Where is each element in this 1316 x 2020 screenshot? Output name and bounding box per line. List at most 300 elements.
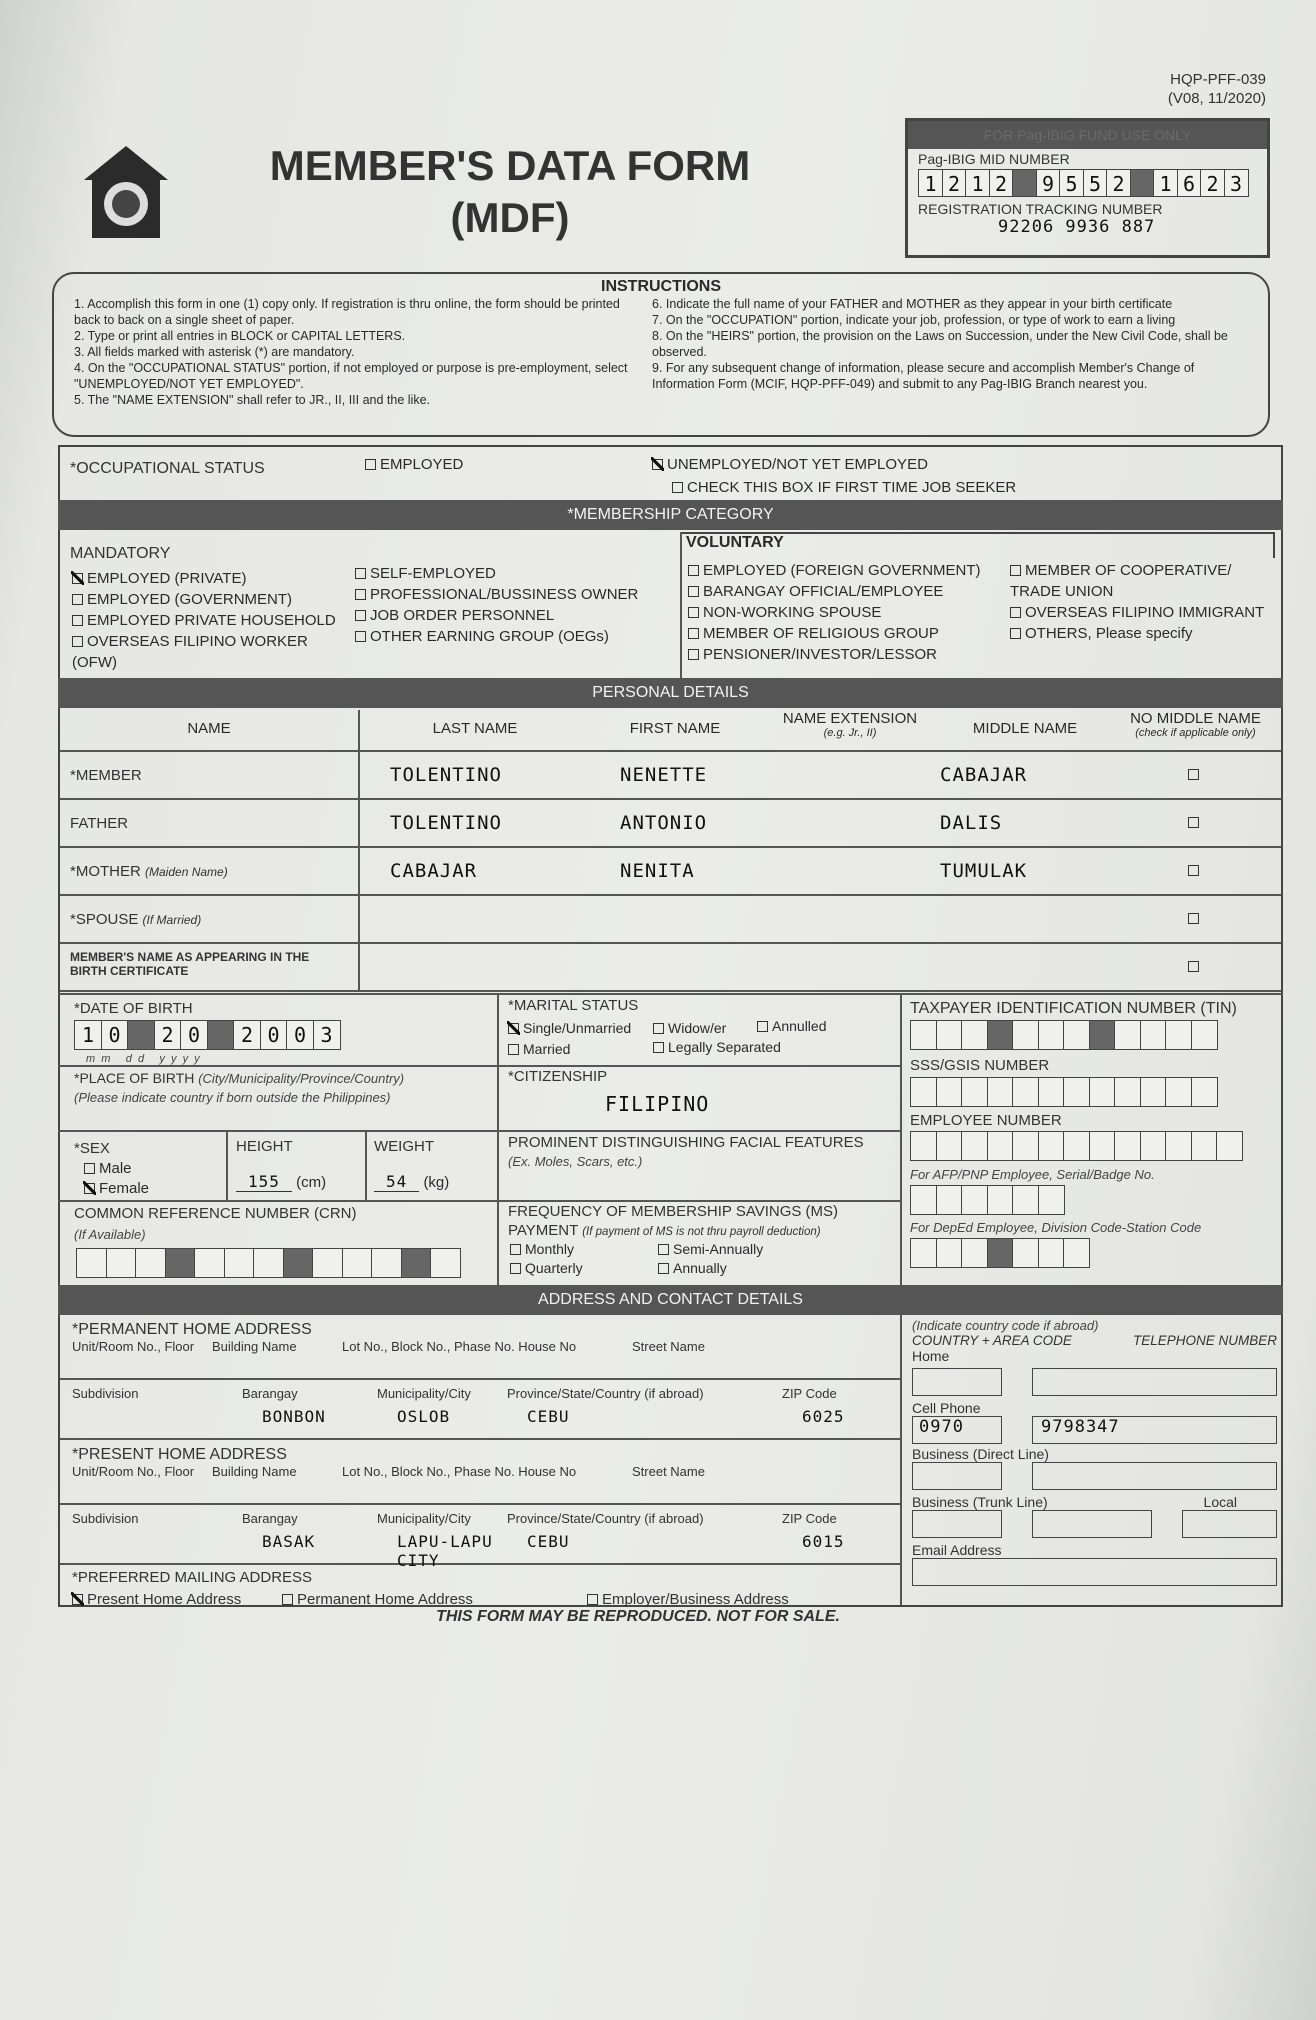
checkbox-icon [1010, 607, 1021, 618]
height-value[interactable]: 155 [236, 1172, 292, 1192]
checkbox-icon [72, 1594, 83, 1605]
employee-number-cells[interactable] [910, 1131, 1242, 1161]
business-direct-area-field[interactable] [912, 1462, 1002, 1490]
column-header-ext [760, 710, 940, 750]
blank-cell[interactable] [1012, 1238, 1039, 1268]
name-row-label [60, 944, 360, 990]
address-field-label: Province/State/Country (if abroad) [507, 1386, 704, 1401]
membership-category-bar: *MEMBERSHIP CATEGORY [58, 500, 1283, 530]
blank-cell[interactable] [1140, 1077, 1167, 1107]
blank-cell[interactable] [1191, 1020, 1218, 1050]
middle-name-field[interactable]: TUMULAK [940, 860, 1028, 882]
checkbox-icon [1188, 913, 1199, 924]
row-label-hint: (If Married) [142, 913, 202, 927]
membership-option-label: OTHERS, Please specify [1025, 625, 1193, 642]
membership-option-label: JOB ORDER PERSONNEL [370, 607, 555, 624]
contact-details [912, 1318, 1277, 1586]
contact-hint: (Indicate country code if abroad) [912, 1318, 1099, 1333]
membership-option[interactable] [1010, 602, 1280, 623]
blank-cell[interactable] [76, 1248, 107, 1278]
membership-option-label: EMPLOYED (FOREIGN GOVERNMENT) [703, 562, 981, 579]
rtn-label: REGISTRATION TRACKING NUMBER [918, 201, 1163, 217]
address-field-label: Street Name [632, 1339, 705, 1354]
email-field[interactable] [912, 1558, 1277, 1586]
unemployed-checkbox[interactable] [652, 454, 928, 476]
checkbox-icon [72, 573, 83, 584]
checkbox-icon [688, 607, 699, 618]
blank-cell[interactable] [1089, 1131, 1116, 1161]
sss-label: SSS/GSIS NUMBER [910, 1057, 1050, 1074]
pres-address-line1 [60, 1440, 900, 1505]
separator-cell [987, 1238, 1014, 1268]
no-middle-name-checkbox[interactable] [1110, 910, 1281, 928]
savings-option-label: Annually [673, 1260, 727, 1276]
address-field-label: ZIP Code [782, 1386, 837, 1401]
blank-cell[interactable] [961, 1185, 988, 1215]
blank-cell[interactable] [1140, 1020, 1167, 1050]
checkbox-icon [72, 615, 83, 626]
no-middle-name-checkbox[interactable] [1110, 814, 1281, 832]
savings-label: FREQUENCY OF MEMBERSHIP SAVINGS (MS) [508, 1203, 839, 1220]
column-header-text: NO MIDDLE NAME [1130, 710, 1261, 727]
employee-number-label: EMPLOYEE NUMBER [910, 1112, 1062, 1129]
perm-address-line1 [60, 1315, 900, 1380]
blank-cell[interactable] [430, 1248, 461, 1278]
instruction-item: 4. On the "OCCUPATIONAL STATUS" portion, if not employed or purpose is pre-employment, select "UNEMPLOYED/NOT YET EMPLOYED". [74, 361, 628, 391]
first-time-job-seeker-checkbox[interactable] [672, 477, 1016, 499]
separator-cell [1012, 169, 1037, 197]
address-contact-bar: ADDRESS AND CONTACT DETAILS [58, 1285, 1283, 1315]
blank-cell[interactable] [371, 1248, 402, 1278]
blank-cell[interactable] [1165, 1020, 1192, 1050]
form-code [1168, 70, 1266, 108]
weight-value[interactable]: 54 [374, 1172, 419, 1192]
dob-digit-cell[interactable]: 0 [260, 1020, 288, 1050]
blank-cell[interactable] [987, 1185, 1014, 1215]
checkbox-icon [1188, 865, 1199, 876]
blank-cell[interactable] [1140, 1131, 1167, 1161]
blank-cell[interactable] [1114, 1020, 1141, 1050]
address-field-label: Municipality/City [377, 1386, 471, 1401]
dob-digit-cell[interactable]: 0 [180, 1020, 208, 1050]
province-field[interactable]: CEBU [527, 1532, 570, 1551]
blank-cell[interactable] [1063, 1131, 1090, 1161]
pob-label: *PLACE OF BIRTH [74, 1070, 195, 1086]
last-name-field[interactable]: TOLENTINO [390, 812, 502, 834]
column-header-text: MIDDLE NAME [972, 720, 1078, 737]
marital-married[interactable] [508, 1038, 570, 1060]
blank-cell[interactable] [961, 1238, 988, 1268]
membership-option-label: PENSIONER/INVESTOR/LESSOR [703, 646, 937, 663]
blank-cell[interactable] [1063, 1077, 1090, 1107]
pres-address-line2 [60, 1505, 900, 1570]
blank-cell[interactable] [1165, 1077, 1192, 1107]
personal-details-bar: PERSONAL DETAILS [58, 678, 1283, 708]
mid-digit-cell: 1 [965, 169, 990, 197]
membership-option[interactable] [688, 581, 1008, 602]
blank-cell[interactable] [1012, 1185, 1039, 1215]
membership-option[interactable] [355, 605, 675, 626]
email-label: Email Address [912, 1542, 1002, 1558]
no-middle-name-checkbox[interactable] [1110, 862, 1281, 880]
fund-box-heading: FOR Pag-IBIG FUND USE ONLY [908, 121, 1267, 149]
weight-unit: (kg) [423, 1174, 450, 1191]
mid-digit-cell: 1 [918, 169, 943, 197]
membership-option-label: PROFESSIONAL/BUSSINESS OWNER [370, 586, 639, 603]
checkbox-icon [72, 594, 83, 605]
blank-cell[interactable] [910, 1020, 937, 1050]
checkbox-icon [355, 589, 366, 600]
address-field-label: Barangay [242, 1386, 298, 1401]
occupational-status-label: *OCCUPATIONAL STATUS [70, 460, 265, 477]
membership-option[interactable] [72, 631, 342, 673]
savings-option-label: Monthly [525, 1241, 575, 1257]
membership-option[interactable] [688, 560, 1008, 581]
mid-label: Pag-IBIG MID NUMBER [918, 151, 1070, 167]
checkbox-icon [282, 1594, 293, 1605]
column-header-last [360, 710, 590, 750]
blank-cell[interactable] [194, 1248, 225, 1278]
membership-option-label: OTHER EARNING GROUP (OEGs) [370, 628, 609, 645]
address-field-label: ZIP Code [782, 1511, 837, 1526]
checkbox-icon [355, 610, 366, 621]
city-field[interactable]: OSLOB [397, 1407, 451, 1426]
row-label-hint: (Maiden Name) [145, 865, 228, 879]
citizenship-value[interactable]: FILIPINO [605, 1092, 710, 1116]
mid-digit-cell: 3 [1224, 169, 1249, 197]
crn-label: COMMON REFERENCE NUMBER (CRN) [74, 1205, 357, 1222]
address-field-label: Barangay [242, 1511, 298, 1526]
telephone-header: TELEPHONE NUMBER [1132, 1333, 1277, 1348]
mailing-label: *PREFERRED MAILING ADDRESS [72, 1569, 313, 1586]
blank-cell[interactable] [312, 1248, 343, 1278]
column-header-name [60, 710, 360, 750]
checkbox-icon [688, 565, 699, 576]
blank-cell[interactable] [1038, 1020, 1065, 1050]
membership-option[interactable] [355, 563, 675, 584]
name-row-label [60, 752, 360, 798]
no-middle-name-checkbox[interactable] [1110, 958, 1281, 976]
membership-option[interactable] [355, 626, 675, 647]
mailing-option-label: Present Home Address [87, 1591, 242, 1608]
marital-single[interactable] [508, 1017, 631, 1039]
blank-cell[interactable] [1191, 1077, 1218, 1107]
facial-features-label: PROMINENT DISTINGUISHING FACIAL FEATURES [508, 1134, 864, 1151]
instruction-item: 9. For any subsequent change of information, please secure and accomplish Member's Change of Information Form (MCIF, HQP-PFF-049) and submit to any Pag-IBIG Branch nearest you. [652, 361, 1195, 391]
fund-use-box [905, 118, 1270, 258]
city-field[interactable]: LAPU-LAPU CITY [397, 1532, 493, 1570]
form-code-text: HQP-PFF-039 [1170, 71, 1266, 88]
row-label-text: FATHER [70, 815, 129, 832]
membership-option-label: EMPLOYED PRIVATE HOUSEHOLD [87, 612, 336, 629]
savings-option-label: Quarterly [525, 1260, 583, 1276]
blank-cell[interactable] [1012, 1020, 1039, 1050]
instruction-item: 7. On the "OCCUPATION" portion, indicate your job, profession, or type of work to earn a living [652, 313, 1176, 327]
checkbox-icon [510, 1244, 521, 1255]
instruction-item: 6. Indicate the full name of your FATHER and MOTHER as they appear in your birth certificate [652, 297, 1173, 311]
dob-digit-cell[interactable]: 1 [74, 1020, 102, 1050]
instructions-box [52, 272, 1270, 437]
blank-cell[interactable] [987, 1077, 1014, 1107]
blank-cell[interactable] [987, 1131, 1014, 1161]
sex-male-label: Male [99, 1160, 132, 1177]
checkbox-icon [84, 1163, 95, 1174]
column-header-text: NAME EXTENSION [782, 710, 918, 727]
membership-option[interactable] [355, 584, 675, 605]
sex-male[interactable] [84, 1158, 132, 1180]
blank-cell[interactable] [1012, 1131, 1039, 1161]
blank-cell[interactable] [936, 1185, 963, 1215]
separator-cell [127, 1020, 155, 1050]
blank-cell[interactable] [910, 1131, 937, 1161]
afp-pnp-label: For AFP/PNP Employee, Serial/Badge No. [910, 1167, 1155, 1182]
first-name-field[interactable]: ANTONIO [620, 812, 708, 834]
checkbox-icon [757, 1021, 768, 1032]
voluntary-heading: VOLUNTARY [680, 532, 1275, 558]
blank-cell[interactable] [1089, 1077, 1116, 1107]
business-direct-number-field[interactable] [1032, 1462, 1277, 1490]
blank-cell[interactable] [1114, 1077, 1141, 1107]
membership-option[interactable] [1010, 623, 1280, 644]
blank-cell[interactable] [1063, 1020, 1090, 1050]
instruction-item: 2. Type or print all entries in BLOCK or CAPITAL LETTERS. [74, 329, 406, 343]
sex-female[interactable] [84, 1178, 149, 1200]
mid-digit-cell: 2 [989, 169, 1014, 197]
blank-cell[interactable] [224, 1248, 255, 1278]
form-version: (V08, 11/2020) [1167, 90, 1266, 107]
blank-cell[interactable] [135, 1248, 166, 1278]
name-row-label [60, 848, 360, 894]
membership-option[interactable] [1010, 560, 1280, 602]
name-row [60, 800, 1281, 848]
local-field[interactable] [1182, 1510, 1277, 1538]
name-row [60, 896, 1281, 944]
name-row [60, 944, 1281, 992]
sss-cells[interactable] [910, 1077, 1216, 1107]
mailing-option-label: Employer/Business Address [602, 1591, 789, 1608]
blank-cell[interactable] [910, 1185, 937, 1215]
checkbox-icon [510, 1263, 521, 1274]
mailing-option-label: Permanent Home Address [297, 1591, 473, 1608]
dob-digit-cell[interactable]: 3 [313, 1020, 341, 1050]
first-name-field[interactable]: NENETTE [620, 764, 708, 786]
area-code-header: COUNTRY + AREA CODE [912, 1333, 1072, 1348]
last-name-field[interactable]: CABAJAR [390, 860, 478, 882]
deped-label: For DepEd Employee, Division Code-Station Code [910, 1220, 1202, 1235]
savings-quarterly[interactable] [510, 1257, 583, 1279]
employed-label: EMPLOYED [380, 456, 464, 473]
column-header-hint: (check if applicable only) [1135, 727, 1256, 739]
address-field-label: Subdivision [72, 1511, 139, 1526]
blank-cell[interactable] [1012, 1077, 1039, 1107]
blank-cell[interactable] [1038, 1185, 1065, 1215]
separator-cell [165, 1248, 196, 1278]
local-label: Local [1203, 1494, 1237, 1510]
mid-number-cells[interactable] [908, 169, 1267, 197]
barangay-field[interactable]: BASAK [262, 1532, 316, 1551]
marital-option-label: Single/Unmarried [523, 1020, 632, 1036]
address-field-label: Building Name [212, 1464, 297, 1479]
blank-cell[interactable] [253, 1248, 284, 1278]
name-row-label [60, 800, 360, 846]
separator-cell [1089, 1020, 1116, 1050]
address-field-label: Building Name [212, 1339, 297, 1354]
marital-option-label: Widow/er [668, 1020, 727, 1036]
home-phone-field[interactable] [1032, 1368, 1277, 1396]
membership-option[interactable] [72, 589, 342, 610]
employed-checkbox[interactable] [365, 454, 463, 476]
checkbox-icon [508, 1044, 519, 1055]
marital-status-label: *MARITAL STATUS [508, 997, 639, 1014]
blank-cell[interactable] [936, 1077, 963, 1107]
height-unit: (cm) [296, 1174, 327, 1191]
marital-legally-separated[interactable] [653, 1036, 781, 1058]
blank-cell[interactable] [910, 1077, 937, 1107]
marital-annulled[interactable] [757, 1015, 827, 1037]
checkbox-icon [672, 482, 683, 493]
blank-cell[interactable] [1165, 1131, 1192, 1161]
subdivision-field[interactable] [72, 1407, 242, 1426]
middle-name-field[interactable]: CABAJAR [940, 764, 1028, 786]
no-middle-name-checkbox[interactable] [1110, 766, 1281, 784]
cell-area-code-field[interactable]: 0970 [912, 1416, 1002, 1444]
membership-option[interactable] [688, 623, 1008, 644]
first-time-label: CHECK THIS BOX IF FIRST TIME JOB SEEKER [687, 479, 1017, 496]
membership-option-label: OVERSEAS FILIPINO WORKER (OFW) [72, 633, 308, 671]
home-area-code-field[interactable] [912, 1368, 1002, 1396]
column-header-nomid [1110, 710, 1281, 750]
blank-cell[interactable] [961, 1131, 988, 1161]
business-direct-label: Business (Direct Line) [912, 1446, 1049, 1462]
checkbox-icon [653, 1023, 664, 1034]
address-field-label: Province/State/Country (if abroad) [507, 1511, 704, 1526]
checkbox-icon [653, 1042, 664, 1053]
middle-name-field[interactable]: DALIS [940, 812, 1003, 834]
blank-cell[interactable] [1191, 1131, 1218, 1161]
membership-option[interactable] [72, 568, 342, 589]
dob-cells[interactable] [74, 1020, 339, 1050]
checkbox-icon [355, 631, 366, 642]
blank-cell[interactable] [342, 1248, 373, 1278]
blank-cell[interactable] [936, 1238, 963, 1268]
dob-digit-cell[interactable]: 0 [101, 1020, 129, 1050]
barangay-field[interactable]: BONBON [262, 1407, 326, 1426]
column-header-text: LAST NAME [432, 720, 518, 737]
first-name-field[interactable]: NENITA [620, 860, 695, 882]
membership-option[interactable] [72, 610, 342, 631]
dob-digit-cell[interactable]: 2 [233, 1020, 261, 1050]
mid-digit-cell: 9 [1036, 169, 1061, 197]
instruction-item: 3. All fields marked with asterisk (*) are mandatory. [74, 345, 355, 359]
zip-field[interactable]: 6025 [802, 1407, 845, 1426]
checked-checkbox-icon [652, 459, 663, 470]
membership-option[interactable] [688, 602, 1008, 623]
mid-digit-cell: 1 [1153, 169, 1178, 197]
blank-cell[interactable] [1038, 1077, 1065, 1107]
crn-hint: (If Available) [74, 1227, 146, 1242]
blank-cell[interactable] [1216, 1131, 1243, 1161]
blank-cell[interactable] [910, 1238, 937, 1268]
membership-option-label: EMPLOYED (GOVERNMENT) [87, 591, 293, 608]
membership-option-label: OVERSEAS FILIPINO IMMIGRANT [1025, 604, 1265, 621]
form-subtitle: (MDF) [450, 194, 570, 241]
column-header-text: FIRST NAME [629, 720, 721, 737]
membership-option[interactable] [688, 644, 1008, 665]
column-header-first [590, 710, 760, 750]
address-field-label: Unit/Room No., Floor [72, 1339, 195, 1354]
cell-number-field[interactable]: 9798347 [1032, 1416, 1277, 1444]
name-row [60, 752, 1281, 800]
column-header-text: NAME [187, 720, 231, 737]
instructions-title: INSTRUCTIONS [601, 278, 721, 295]
business-trunk-number-field[interactable] [1032, 1510, 1152, 1538]
instruction-item: 5. The "NAME EXTENSION" shall refer to JR., II, III and the like. [74, 393, 430, 407]
pagibig-logo [80, 142, 172, 242]
blank-cell[interactable] [1063, 1238, 1090, 1268]
membership-option-label: NON-WORKING SPOUSE [703, 604, 882, 621]
separator-cell [987, 1020, 1014, 1050]
sex-label: *SEX [74, 1140, 110, 1157]
tin-cells[interactable] [910, 1020, 1216, 1050]
zip-field[interactable]: 6015 [802, 1532, 845, 1551]
checkbox-icon [658, 1263, 669, 1274]
dob-digit-cell[interactable]: 2 [154, 1020, 182, 1050]
crn-cells[interactable] [76, 1248, 460, 1278]
unemployed-label: UNEMPLOYED/NOT YET EMPLOYED [667, 456, 928, 473]
citizenship-label: *CITIZENSHIP [508, 1068, 608, 1085]
facial-features-hint: (Ex. Moles, Scars, etc.) [508, 1154, 643, 1169]
blank-cell[interactable] [106, 1248, 137, 1278]
checkbox-icon [355, 568, 366, 579]
blank-cell[interactable] [1038, 1131, 1065, 1161]
address-field-label: Lot No., Block No., Phase No. House No [342, 1339, 577, 1354]
afp-pnp-cells[interactable] [910, 1185, 1063, 1215]
checkbox-icon [1188, 961, 1199, 972]
blank-cell[interactable] [1114, 1131, 1141, 1161]
dob-label: *DATE OF BIRTH [74, 1000, 193, 1017]
checkbox-icon [1010, 628, 1021, 639]
blank-cell[interactable] [961, 1077, 988, 1107]
business-trunk-area-field[interactable] [912, 1510, 1002, 1538]
blank-cell[interactable] [961, 1020, 988, 1050]
cell-phone-label: Cell Phone [912, 1400, 981, 1416]
mid-digit-cell: 2 [1200, 169, 1225, 197]
province-field[interactable]: CEBU [527, 1407, 570, 1426]
subdivision-field[interactable] [72, 1532, 242, 1570]
checkbox-icon [1188, 769, 1199, 780]
checked-checkbox-icon [84, 1183, 95, 1194]
checkbox-icon [688, 628, 699, 639]
weight-label: WEIGHT [374, 1138, 434, 1155]
checkbox-icon [72, 636, 83, 647]
membership-option-label: EMPLOYED (PRIVATE) [87, 570, 247, 587]
membership-option-label: SELF-EMPLOYED [370, 565, 496, 582]
blank-cell[interactable] [1038, 1238, 1065, 1268]
deped-cells[interactable] [910, 1238, 1089, 1268]
blank-cell[interactable] [936, 1131, 963, 1161]
address-field-label: Lot No., Block No., Phase No. House No [342, 1464, 577, 1479]
row-label-text: *MEMBER [70, 767, 142, 784]
last-name-field[interactable]: TOLENTINO [390, 764, 502, 786]
blank-cell[interactable] [936, 1020, 963, 1050]
savings-annually[interactable] [658, 1257, 727, 1279]
dob-digit-cell[interactable]: 0 [286, 1020, 314, 1050]
pres-address-label: *PRESENT HOME ADDRESS [72, 1446, 287, 1463]
height-label: HEIGHT [236, 1138, 293, 1155]
checkbox-icon [688, 586, 699, 597]
membership-option-label: MEMBER OF RELIGIOUS GROUP [703, 625, 939, 642]
separator-cell [401, 1248, 432, 1278]
